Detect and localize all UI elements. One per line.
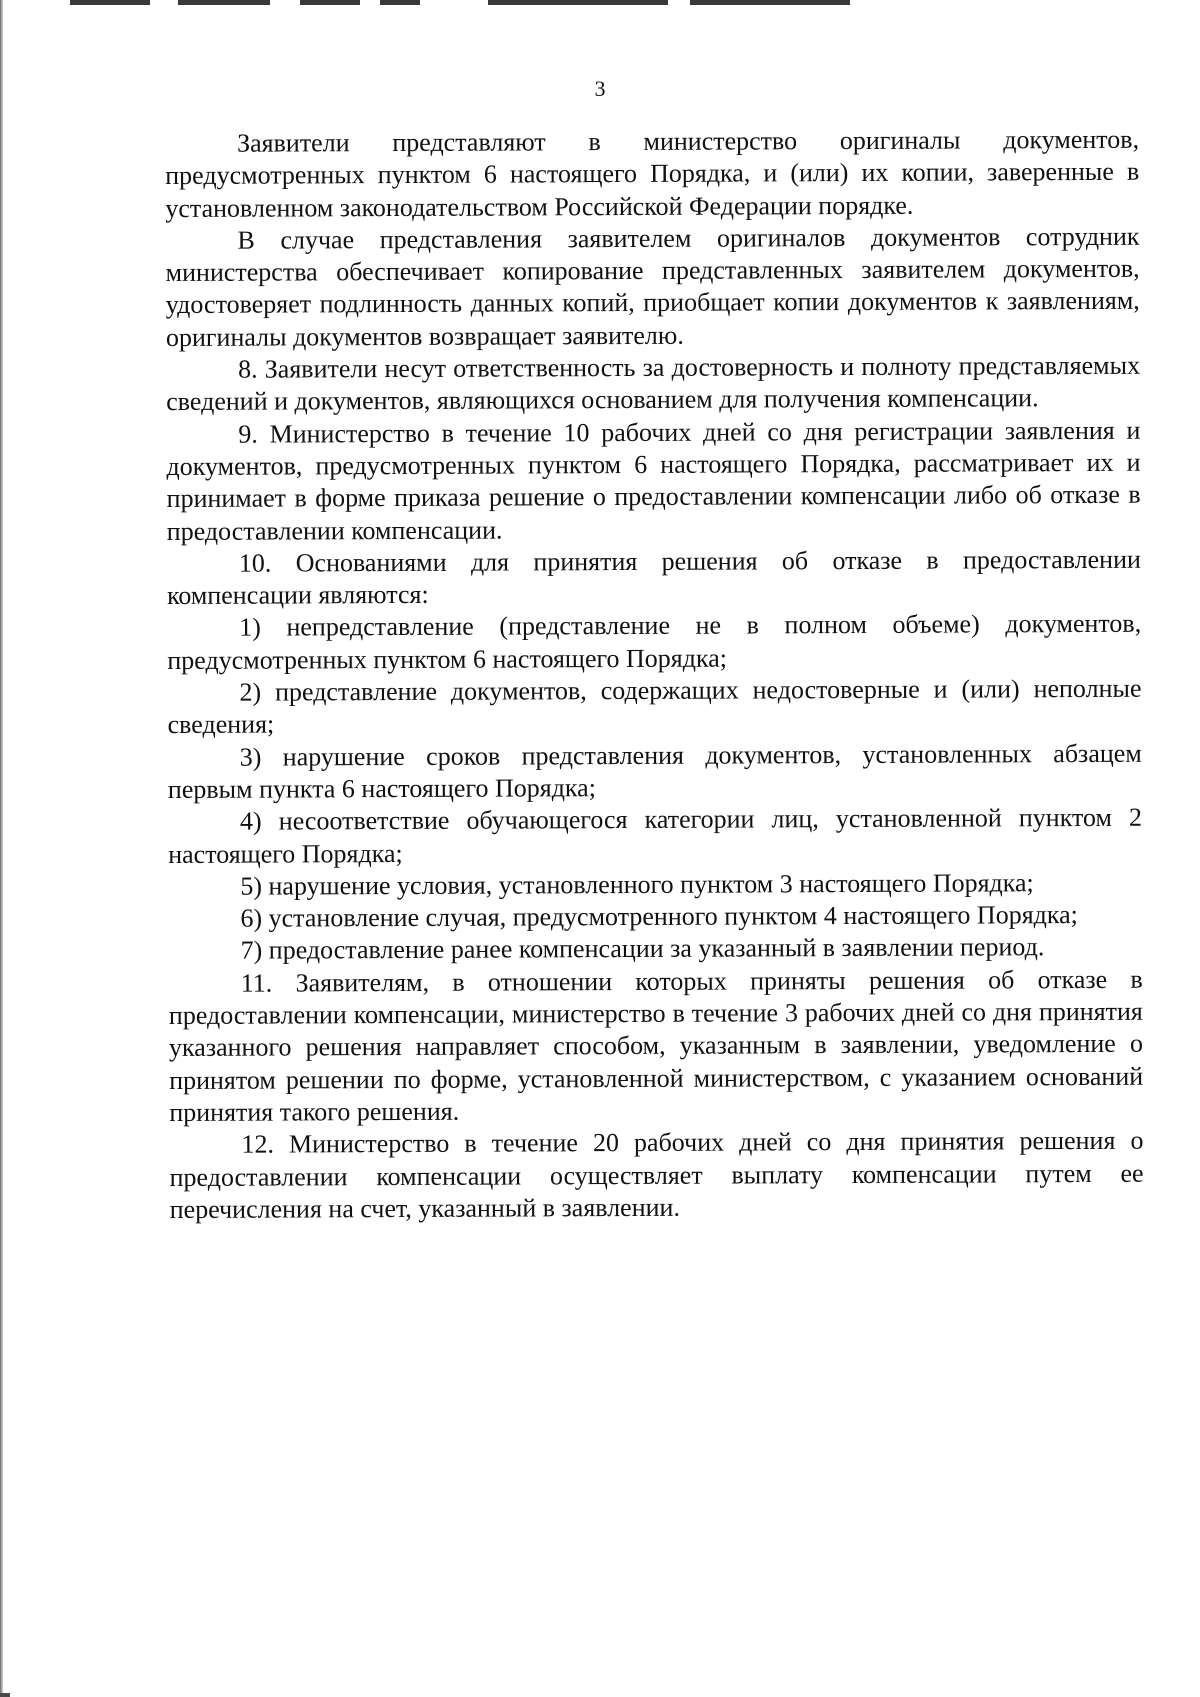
- list-item: 3) нарушение сроков представления документов, установленных абзацем первым пункта 6 настоящего Порядка;: [167, 738, 1142, 804]
- paragraph: Заявители представляют в министерство оригиналы документов, предусмотренных пунктом 6 настоящего Порядка, и (или) их копии, заверенные в установленном законодательством Российской Федерации порядке.: [165, 124, 1140, 223]
- paragraph: 8. Заявители несут ответственность за достоверность и полноту представляемых сведений и документов, являющихся основанием для получения компенсации.: [166, 350, 1141, 417]
- scan-edge-shadow: [0, 0, 3, 1697]
- paragraph: 10. Основаниями для принятия решения об отказе в предоставлении компенсации являются:: [166, 544, 1141, 611]
- scan-edge-mark: [0, 1693, 10, 1697]
- paragraph: 11. Заявителям, в отношении которых приняты решения об отказе в предоставлении компенсации, министерство в течение 3 рабочих дней со дня принятия указанного решения направляет способом, указанным в заявлении, уведомление о принятом решении по форме, установленной министерством, с указанием оснований принятия такого решения.: [168, 964, 1144, 1127]
- paragraph: В случае представления заявителем оригиналов документов сотрудник министерства обеспечивает копирование представленных заявителем документов, удостоверяет подлинность данных копий, приобщает копии документов к заявлениям, оригиналы документов возвращает заявителю.: [165, 221, 1140, 352]
- paragraph: 9. Министерство в течение 10 рабочих дней со дня регистрации заявления и документов, предусмотренных пунктом 6 настоящего Порядка, рассматривает их и принимает в форме приказа решение о предоставлении компенсации либо об отказе в предоставлении компенсации.: [166, 415, 1141, 546]
- paragraph: 12. Министерство в течение 20 рабочих дней со дня принятия решения о предоставлении компенсации осуществляет выплату компенсации путем ее перечисления на счет, указанный в заявлении.: [169, 1125, 1144, 1224]
- list-item: 5) нарушение условия, установленного пунктом 3 настоящего Порядка;: [240, 868, 1034, 901]
- list-item: 7) предоставление ранее компенсации за указанный в заявлении период.: [240, 932, 1045, 966]
- list-item: 2) представление документов, содержащих недостоверные и (или) неполные сведения;: [167, 673, 1142, 740]
- scan-top-residue: [0, 0, 1200, 6]
- list-item: 6) установление случая, предусмотренного пунктом 4 настоящего Порядка;: [240, 900, 1078, 933]
- list-item: 1) непредставление (представление не в полном объеме) документов, предусмотренных пунктом 6 настоящего Порядка;: [167, 609, 1142, 675]
- document-body: [165, 124, 1144, 1226]
- page-number: 3: [594, 76, 606, 101]
- list-item: 4) несоответствие обучающегося категории лиц, установленной пунктом 2 настоящего Порядка;: [168, 802, 1143, 869]
